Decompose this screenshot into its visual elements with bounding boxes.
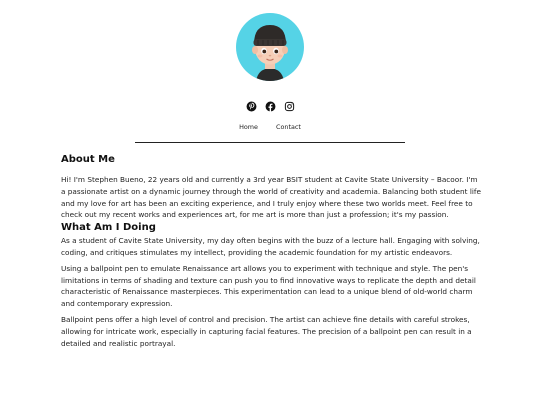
main-content: [61, 153, 481, 349]
avatar: [236, 13, 304, 81]
facebook-icon[interactable]: [265, 101, 276, 112]
about-heading: About Me: [61, 154, 115, 165]
about-paragraph: Hi! I'm Stephen Bueno, 22 years old and currently a 3rd year BSIT student at Cavite State University – Bacoor. I'm a passionate artist on a dynamic journey through the world of creativity and academia. Balancing both student life and my love for art has been an exciting experience, and I truly enjoy where these two worlds meet. Feel free to check out my recent works and experiences art, for me art is more than just a profession; it's my passion.: [61, 175, 481, 220]
doing-paragraph-3: Ballpoint pens offer a high level of control and precision. The artist can achieve fine details with careful strokes, allowing for intricate work, especially in capturing facial features. The precision of a ballpoint pen can result in a detailed and realistic portrayal.: [61, 314, 472, 348]
doing-heading: What Am I Doing: [61, 222, 156, 234]
social-links: [0, 101, 540, 112]
doing-paragraph-2: Using a ballpoint pen to emulate Renaissance art allows you to experiment with technique and style. The pen's limitations in terms of shading and texture can push you to find innovative ways to replicate the depth and detail characteristic of Renaissance masterpieces. This experimentation can lead to a unique blend of old-world charm and contemporary expression.: [61, 263, 476, 309]
pinterest-icon[interactable]: [246, 101, 257, 112]
nav-home-link[interactable]: Home: [239, 123, 258, 131]
nav-contact-link[interactable]: Contact: [276, 123, 301, 131]
doing-paragraph-1: As a student of Cavite State University, my day often begins with the buzz of a lecture hall. Engaging with solving, coding, and critiques stimulates my intellect, providing the academic foundation for my artistic endeavors.: [61, 236, 480, 257]
instagram-icon[interactable]: [284, 101, 295, 112]
main-nav: [0, 123, 540, 131]
header-divider: [135, 142, 405, 143]
memoji-avatar-image: [236, 13, 304, 81]
